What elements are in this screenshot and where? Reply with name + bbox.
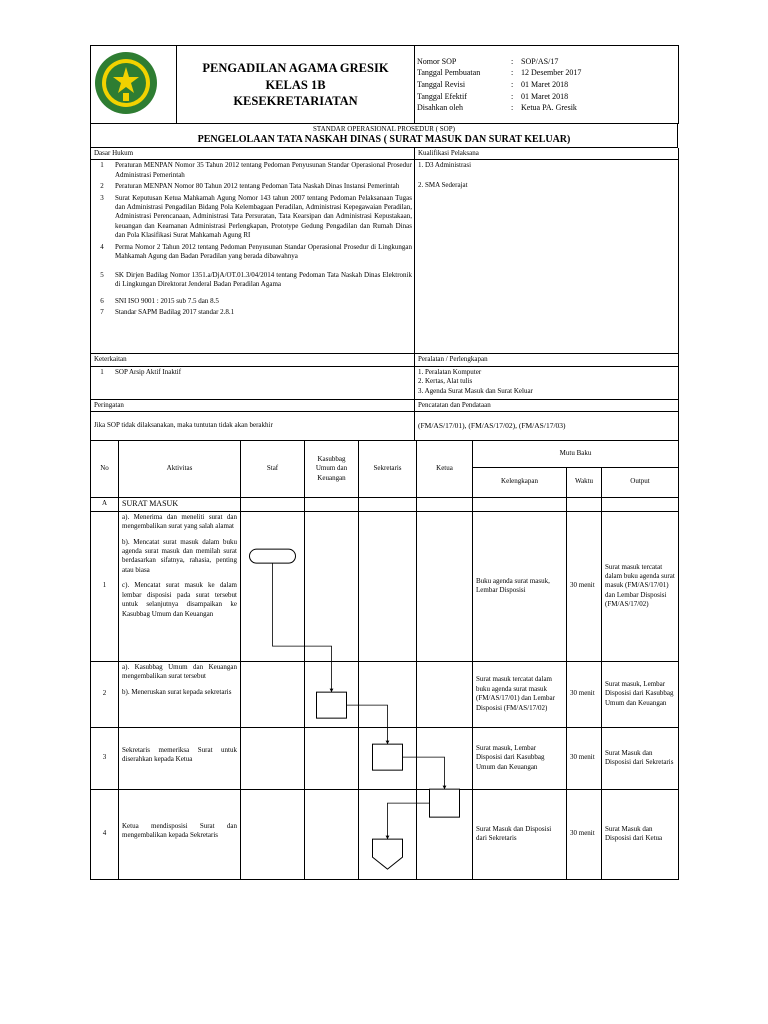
pencatatan-text: (FM/AS/17/01), (FM/AS/17/02), (FM/AS/17/03) [415,412,679,441]
meta-value: SOP/AS/17 [521,56,559,66]
lane-sekretaris [359,661,417,727]
procedure-row [91,511,679,661]
meta-sep: : [511,91,514,101]
lane-kasubbag [305,511,359,661]
list-text: SK Dirjen Badilag Nomor 1351.a/DjA/OT.01.3/04/2014 tentang Pedoman Tata Naskah Dinas Elektronik di Lingkungan Direktorat Jenderal Badan Peradilan Agama [115,270,412,289]
step-waktu: 30 menit [567,511,602,661]
step-number: 2 [91,661,119,727]
list-item: 2. Kertas, Alat tulis [418,377,473,386]
procedure-row [91,727,679,789]
org-name: PENGADILAN AGAMA GRESIK [202,61,389,76]
peringatan-heading: Peringatan [91,399,415,411]
meta-sep: : [511,103,514,113]
step-waktu: 30 menit [567,789,602,879]
col-waktu: Waktu [567,467,602,497]
list-text: SOP Arsip Aktif Inaktif [115,367,182,376]
list-item: 1. Peralatan Komputer [418,367,482,376]
lane-staf [241,789,305,879]
step-number: 3 [91,727,119,789]
meta-label: Tanggal Efektif [417,91,467,101]
sop-subtitle: STANDAR OPERASIONAL PROSEDUR ( SOP) [313,125,455,134]
title-table [90,124,678,147]
col-staf: Staf [241,441,305,497]
lane-sekretaris [359,511,417,661]
list-number: 1 [100,367,104,376]
col-no: No [91,441,119,497]
procedure-table [90,441,679,880]
activity-text: Ketua mendisposisi Surat dan mengembalikan kepada Sekretaris [122,821,237,840]
step-kelengkapan: Surat masuk tercatat dalam buku agenda surat masuk (FM/AS/17/01) dan Lembar Disposisi (FM/AS/17/02) [473,661,567,727]
activity-text: Sekretaris memeriksa Surat untuk diserahkan kepada Ketua [122,745,237,764]
section-code: A [91,497,119,511]
meta-row [415,79,678,91]
list-number: 2 [100,182,104,191]
list-item: 3. Agenda Surat Masuk dan Surat Keluar [418,386,533,395]
step-waktu: 30 menit [567,727,602,789]
activity-text: a). Menerima dan meneliti surat dan mengembalikan surat yang salah alamat [122,512,237,531]
basis-table [90,148,679,441]
meta-value: Ketua PA. Gresik [521,103,577,113]
list-text: Peraturan MENPAN Nomor 80 Tahun 2012 tentang Pedoman Tata Naskah Dinas Instansi Pemerintah [115,182,400,191]
list-text: Surat Keputusan Ketua Mahkamah Agung Nomor 143 tahun 2007 tentang Pedoman Pelaksanaan Tugas dan Administrasi Pengadilan Bidang Pola Kelembagaan Peradilan, Administrasi Kepegawaian Peradilan, Administrasi Perencanaan, Administrasi Tata Persuratan, Tata Kearsipan dan Administrasi Kepustakaan, keuangan dan Keamanan Administrasi Perlengkapan, Prototype Gedung Pengadilan dan Rumah Dinas dan Pola Klasifikasi Surat Mahkamah Agung RI [115,193,412,240]
meta-sep: : [511,68,514,78]
activity-text: c). Mencatat surat masuk ke dalam lembar disposisi pada surat tersebut untuk selanjutnya disampaikan ke Kasubbag Umum dan Keuangan [122,581,237,618]
list-number: 3 [100,193,104,202]
header-table [90,45,679,124]
lane-kasubbag [305,727,359,789]
sop-meta [415,56,678,114]
meta-label: Nomor SOP [417,56,457,66]
meta-row [415,56,678,68]
list-number: 5 [100,270,104,279]
step-output: Surat masuk, Lembar Disposisi dari Kasubbag Umum dan Keuangan [602,661,679,727]
kualifikasi-heading: Kualifikasi Pelaksana [415,148,679,160]
org-class: KELAS 1B [265,77,326,92]
peralatan-heading: Peralatan / Perlengkapan [415,354,679,366]
list-item: 1. D3 Administrasi [418,161,472,170]
col-kasubbag: Kasubbag Umum dan Keuangan [305,441,359,497]
step-number: 4 [91,789,119,879]
step-output: Surat masuk tercatat dalam buku agenda surat masuk (FM/AS/17/01) dan Lembar Disposisi (FM/AS/17/02) [602,511,679,661]
sop-document [90,45,678,880]
meta-value: 12 Desember 2017 [521,68,582,78]
keterkaitan-list [91,366,415,399]
meta-label: Disahkan oleh [417,103,463,113]
list-item [91,307,414,318]
meta-value: 01 Maret 2018 [521,91,569,101]
col-mutu-baku: Mutu Baku [473,441,679,467]
step-kelengkapan: Surat masuk, Lembar Disposisi dari Kasubbag Umum dan Keuangan [473,727,567,789]
peringatan-text: Jika SOP tidak dilaksanakan, maka tuntutan tidak akan berakhir [91,412,415,441]
lane-kasubbag [305,789,359,879]
list-item [91,193,414,242]
lane-staf [241,511,305,661]
list-number: 7 [100,308,104,317]
procedure-row [91,661,679,727]
org-division: KESEKRETARIATAN [233,93,358,108]
step-activities [119,789,241,879]
lane-sekretaris [359,727,417,789]
meta-sep: : [511,56,514,66]
step-output: Surat Masuk dan Disposisi dari Ketua [602,789,679,879]
lane-kasubbag [305,661,359,727]
dasar-hukum-heading: Dasar Hukum [91,148,415,160]
list-item [91,367,414,378]
lane-sekretaris [359,789,417,879]
list-item [91,296,414,307]
meta-row [415,67,678,79]
step-number: 1 [91,511,119,661]
list-number: 6 [100,296,104,305]
list-item [91,160,414,181]
step-output: Surat Masuk dan Disposisi dari Sekretaris [602,727,679,789]
peralatan-list [415,366,679,399]
col-sekretaris: Sekretaris [359,441,417,497]
lane-ketua [417,789,473,879]
dasar-hukum-list [91,160,415,354]
court-emblem-logo [94,51,158,115]
step-waktu: 30 menit [567,661,602,727]
section-label: SURAT MASUK [119,497,241,511]
organization-cell [177,46,415,124]
step-activities [119,661,241,727]
lane-ketua [417,661,473,727]
list-text: Standar SAPM Badilag 2017 standar 2.8.1 [115,308,235,317]
step-kelengkapan: Buku agenda surat masuk, Lembar Disposisi [473,511,567,661]
procedure-row [91,789,679,879]
meta-value: 01 Maret 2018 [521,79,569,89]
list-text: SNI ISO 9001 : 2015 sub 7.5 dan 8.5 [115,296,219,305]
step-kelengkapan: Surat Masuk dan Disposisi dari Sekretaris [473,789,567,879]
meta-row [415,91,678,103]
lane-ketua [417,511,473,661]
step-activities [119,511,241,661]
list-item: 2. SMA Sederajat [418,180,468,189]
kualifikasi-list [415,160,679,354]
lane-ketua [417,727,473,789]
activity-text: b). Meneruskan surat kepada sekretaris [122,687,232,696]
meta-label: Tanggal Revisi [417,79,466,89]
activity-text: b). Mencatat surat masuk dalam buku agenda surat masuk dan memilah surat berdasarkan sifatnya, rahasia, penting atau biasa [122,537,237,574]
list-item [91,242,414,270]
meta-sep: : [511,79,514,89]
meta-cell [415,46,679,124]
col-output: Output [602,467,679,497]
meta-label: Tanggal Pembuatan [417,68,481,78]
lane-staf [241,727,305,789]
activity-text: a). Kasubbag Umum dan Keuangan mengembalikan surat tersebut [122,662,237,681]
keterkaitan-heading: Keterkaitan [91,354,415,366]
list-text: Perma Nomor 2 Tahun 2012 tentang Pedoman Penyusunan Standar Operasional Prosedur di Lingkungan Mahkamah Agung dan Badan Peradilan yang berada dibawahnya [115,242,412,261]
meta-row [415,102,678,114]
list-text: Peraturan MENPAN Nomor 35 Tahun 2012 tentang Pedoman Penyusunan Standar Operasional Prosedur Administrasi Pemerintah [115,161,412,179]
col-kelengkapan: Kelengkapan [473,467,567,497]
sop-title: PENGELOLAAN TATA NASKAH DINAS ( SURAT MASUK DAN SURAT KELUAR) [197,133,571,145]
logo-cell [91,46,177,124]
step-activities [119,727,241,789]
list-number: 4 [100,242,104,251]
list-number: 1 [100,161,104,170]
list-item [91,181,414,192]
pencatatan-heading: Pencatatan dan Pendataan [415,399,679,411]
col-aktivitas: Aktivitas [119,441,241,497]
lane-staf [241,661,305,727]
col-ketua: Ketua [417,441,473,497]
list-item [91,270,414,296]
